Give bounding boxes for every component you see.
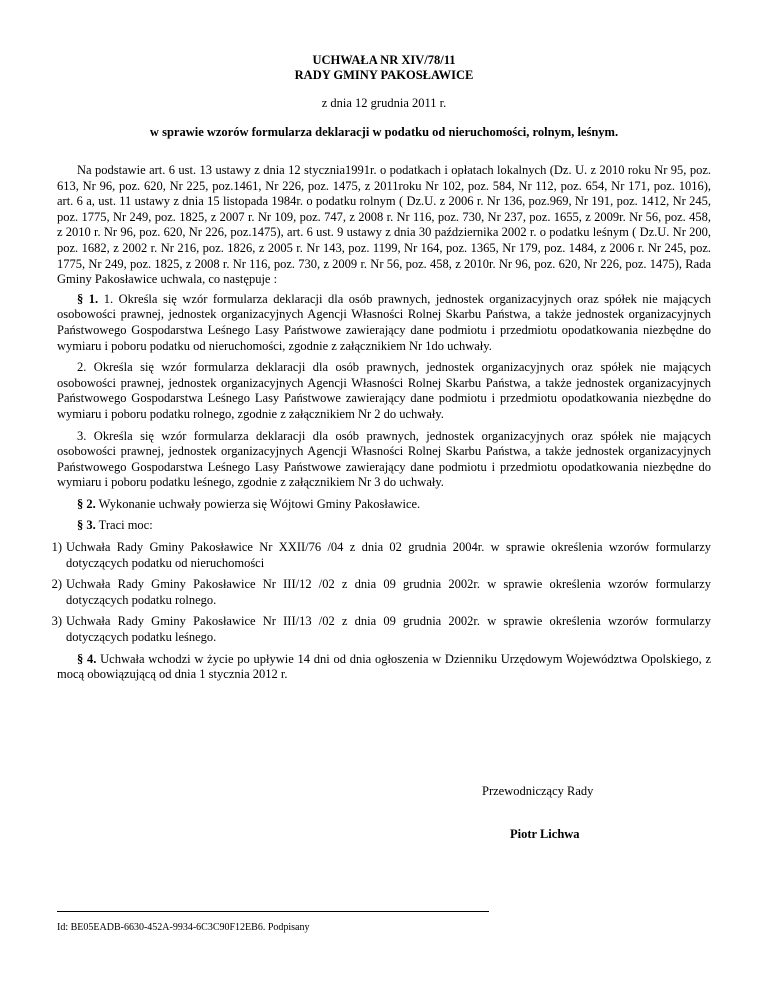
document-body [51, 163, 712, 689]
council-name: RADY GMINY PAKOSŁAWICE [294, 68, 474, 82]
paragraph-1-label: § 1. [77, 291, 99, 306]
paragraph-4-label: § 4. [77, 651, 97, 666]
repealed-list [51, 540, 711, 646]
footnote-divider [57, 911, 489, 912]
list-item-number: 2) [51, 577, 62, 592]
list-item [51, 577, 711, 608]
resolution-date: z dnia 12 grudnia 2011 r. [321, 96, 447, 110]
paragraph-2-text: Wykonanie uchwały powierza się Wójtowi Gminy Pakosławice. [98, 496, 421, 511]
paragraph-1-item-2: 2. Określa się wzór formularza deklaracji dla osób prawnych, jednostek organizacyjnych oraz spółek nie mających osobowości prawnej, jednostek organizacyjnych Agencji Własności Rolnej Skarbu Państwa, a także jednostek organizacyjnych Państwowego Gospodarstwa Leśnego Lasy Państwowe zawierający dane podmiotu i przedmiotu opodatkowania niezbędne do wymiaru i poboru podatku rolnego, zgodnie z załącznikiem Nr 2 do uchwały. [57, 360, 711, 421]
list-item-text: Uchwała Rady Gminy Pakosławice Nr III/12 /02 z dnia 09 grudnia 2002r. w sprawie określenia wzorów formularzy dotyczących podatku rolnego. [66, 577, 711, 607]
paragraph-1-item-3: 3. Określa się wzór formularza deklaracji dla osób prawnych, jednostek organizacyjnych oraz spółek nie mających osobowości prawnej, jednostek organizacyjnych Agencji Własności Rolnej Skarbu Państwa, a także jednostek organizacyjnych Państwowego Gospodarstwa Leśnego Lasy Państwowe zawierający dane podmiotu i przedmiotu opodatkowania niezbędne do wymiaru i poboru podatku leśnego, zgodnie z załącznikiem Nr 3 do uchwały. [57, 428, 711, 490]
paragraph-1-item-1-text: 1. Określa się wzór formularza deklaracji dla osób prawnych, jednostek organizacyjnych oraz spółek nie mających osobowości prawnej, jednostek organizacyjnych Agencji Własności Rolnej Skarbu Państwa, a także jednostek organizacyjnych Państwowego Gospodarstwa Leśnego Lasy Państwowe zawierający dane podmiotu i przedmiotu opodatkowania niezbędne do wymiaru i poboru podatku od nieruchomości, zgodnie z załącznikiem Nr 1do uchwały. [57, 291, 712, 353]
paragraph-1-item-1 [57, 292, 711, 354]
list-item [51, 614, 711, 645]
list-item-number: 3) [51, 614, 62, 629]
list-item [51, 540, 711, 571]
paragraph-2 [57, 497, 711, 513]
list-item-text: Uchwała Rady Gminy Pakosławice Nr XXII/76 /04 z dnia 02 grudnia 2004r. w sprawie określenia wzorów formularzy dotyczących podatku od nieruchomości [66, 540, 711, 570]
paragraph-4 [57, 652, 711, 683]
paragraph-3-text: Traci moc: [98, 518, 153, 533]
paragraph-2-label: § 2. [77, 496, 96, 511]
list-item-number: 1) [51, 540, 62, 555]
signatory-name: Piotr Lichwa [510, 827, 580, 841]
paragraph-3-label: § 3. [77, 518, 96, 533]
resolution-subject: w sprawie wzorów formularza deklaracji w podatku od nieruchomości, rolnym, leśnym. [149, 125, 619, 139]
list-item-text: Uchwała Rady Gminy Pakosławice Nr III/13 /02 z dnia 09 grudnia 2002r. w sprawie określenia wzorów formularzy dotyczących podatku leśnego. [66, 614, 711, 645]
resolution-number: UCHWAŁA NR XIV/78/11 [312, 53, 456, 67]
signatory-role: Przewodniczący Rady [482, 784, 594, 798]
document-id-footnote: Id: BE05EADB-6630-452A-9934-6C3C90F12EB6. Podpisany [57, 922, 310, 933]
paragraph-4-text: Uchwała wchodzi w życie po upływie 14 dni od dnia ogłoszenia w Dzienniku Urzędowym Województwa Opolskiego, z mocą obowiązującą od dnia 1 stycznia 2012 r. [57, 651, 712, 682]
paragraph-3 [57, 518, 711, 534]
preamble: Na podstawie art. 6 ust. 13 ustawy z dnia 12 stycznia1991r. o podatkach i opłatach lokalnych (Dz. U. z 2010 roku Nr 95, poz. 613, Nr 96, poz. 620, Nr 225, poz.1461, Nr 226, poz. 1475, z 2011roku Nr 102, poz. 584, Nr 112, poz. 654, Nr 171, poz. 1016), art. 6 a, ust. 11 ustawy z dnia 15 listopada 1984r. o podatku rolnym ( Dz.U. z 2006 r. Nr 136, poz.969, Nr 191, poz. 1412, Nr 245, poz. 1775, Nr 249, poz. 1825, z 2007 r. Nr 109, poz. 747, z 2008 r. Nr 116, poz. 730, Nr 237, poz. 1655, z 2009r. Nr 56, poz. 458, z 2010 r. Nr 96, poz. 620, Nr 226, poz.1475), art. 6 ust. 9 ustawy z dnia 30 października 2002 r. o podatku leśnym ( Dz.U. Nr 200, poz. 1682, z 2002 r. Nr 216, poz. 1826, z 2005 r. Nr 143, poz. 1199, Nr 164, poz. 1365, Nr 179, poz. 1484, z 2006 r. Nr 245, poz. 1775, Nr 249, poz. 1825, z 2008 r. Nr 116, poz. 730, z 2009 r. Nr 56, poz. 458, z 2010r. Nr 96, poz. 620, Nr 226, poz. 1475), Rada Gminy Pakosławice uchwala, co następuje : [57, 163, 711, 287]
